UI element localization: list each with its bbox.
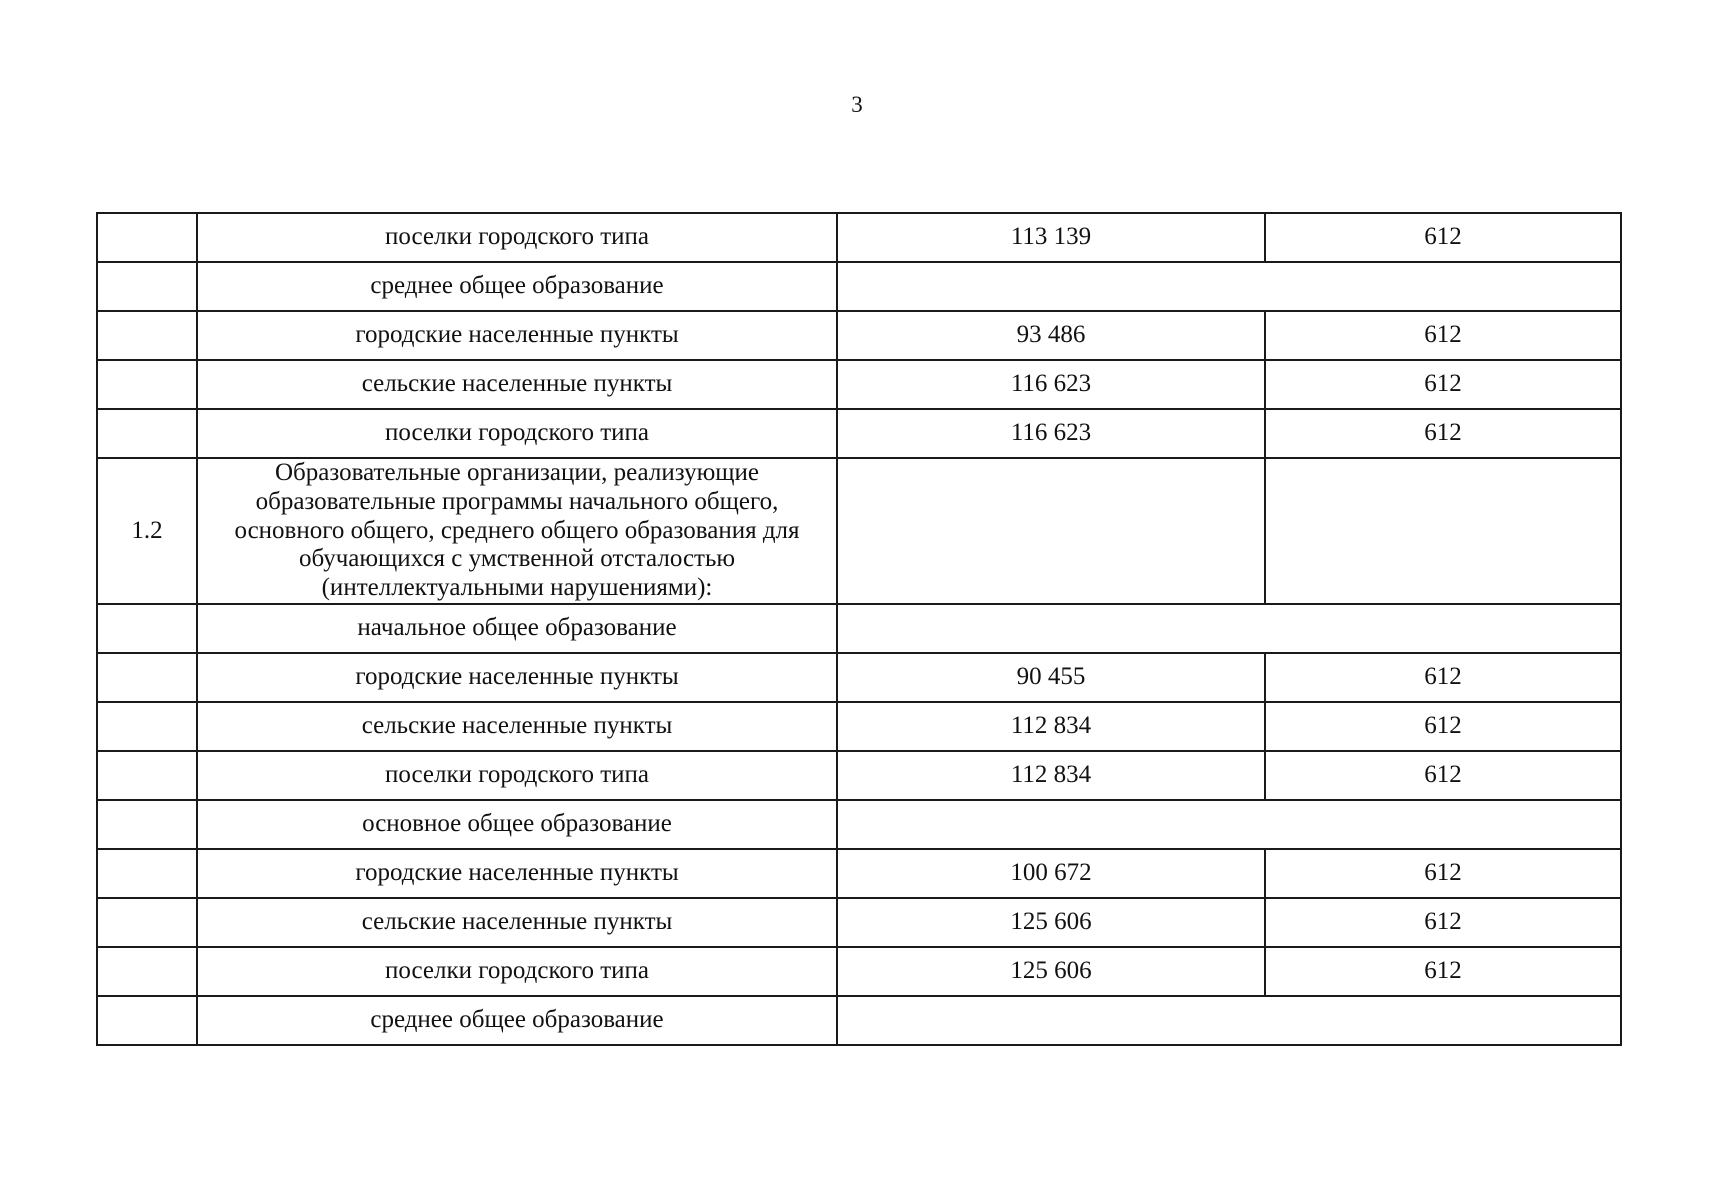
row-number-cell (97, 311, 197, 360)
row-name-cell: основное общее образование (197, 800, 837, 849)
row-number-cell (97, 947, 197, 996)
code-cell: 612 (1265, 409, 1621, 458)
merged-empty-cell (837, 800, 1621, 849)
section-row (97, 604, 1621, 653)
table-row (97, 653, 1621, 702)
code-cell (1265, 458, 1621, 604)
code-cell: 612 (1265, 898, 1621, 947)
table-row (97, 849, 1621, 898)
row-number-cell (97, 604, 197, 653)
section-row (97, 262, 1621, 311)
row-name-cell: поселки городского типа (197, 213, 837, 262)
row-number-cell (97, 213, 197, 262)
row-name-cell: сельские населенные пункты (197, 898, 837, 947)
table-row (97, 702, 1621, 751)
table-body (97, 213, 1621, 1045)
value-cell: 125 606 (837, 947, 1265, 996)
table-row (97, 311, 1621, 360)
row-number-cell (97, 898, 197, 947)
row-name-cell: сельские населенные пункты (197, 360, 837, 409)
page-number: 3 (851, 92, 863, 117)
value-cell: 112 834 (837, 702, 1265, 751)
code-cell: 612 (1265, 702, 1621, 751)
row-name-cell: поселки городского типа (197, 409, 837, 458)
code-cell: 612 (1265, 849, 1621, 898)
row-name-cell: поселки городского типа (197, 751, 837, 800)
row-number-cell (97, 751, 197, 800)
category-row (97, 458, 1621, 604)
table-row (97, 898, 1621, 947)
row-number-cell (97, 702, 197, 751)
row-name-cell: городские населенные пункты (197, 653, 837, 702)
table-row (97, 947, 1621, 996)
row-number-cell (97, 996, 197, 1045)
code-cell: 612 (1265, 653, 1621, 702)
row-name-cell: среднее общее образование (197, 996, 837, 1045)
code-cell: 612 (1265, 751, 1621, 800)
row-number-cell (97, 360, 197, 409)
code-cell: 612 (1265, 947, 1621, 996)
table-row (97, 213, 1621, 262)
row-number-cell (97, 262, 197, 311)
row-number-cell (97, 800, 197, 849)
table-row (97, 751, 1621, 800)
value-cell: 113 139 (837, 213, 1265, 262)
value-cell: 90 455 (837, 653, 1265, 702)
code-cell: 612 (1265, 311, 1621, 360)
row-number-cell (97, 653, 197, 702)
merged-empty-cell (837, 604, 1621, 653)
row-name-cell: городские населенные пункты (197, 849, 837, 898)
value-cell: 116 623 (837, 360, 1265, 409)
row-name-cell: городские населенные пункты (197, 311, 837, 360)
merged-empty-cell (837, 262, 1621, 311)
value-cell: 112 834 (837, 751, 1265, 800)
tariff-table (96, 212, 1622, 1046)
row-name-cell: Образовательные организации, реализующие образовательные программы начального общего, основного общего, среднего общего образования для обучающихся с умственной отсталостью (интеллектуальными нарушениями): (197, 458, 837, 604)
code-cell: 612 (1265, 360, 1621, 409)
row-number-cell: 1.2 (97, 458, 197, 604)
merged-empty-cell (837, 996, 1621, 1045)
row-name-cell: среднее общее образование (197, 262, 837, 311)
row-number-cell (97, 409, 197, 458)
section-row (97, 996, 1621, 1045)
section-row (97, 800, 1621, 849)
row-name-cell: сельские населенные пункты (197, 702, 837, 751)
table-row (97, 409, 1621, 458)
table-row (97, 360, 1621, 409)
value-cell (837, 458, 1265, 604)
row-name-cell: начальное общее образование (197, 604, 837, 653)
value-cell: 100 672 (837, 849, 1265, 898)
row-number-cell (97, 849, 197, 898)
code-cell: 612 (1265, 213, 1621, 262)
value-cell: 125 606 (837, 898, 1265, 947)
value-cell: 116 623 (837, 409, 1265, 458)
row-name-cell: поселки городского типа (197, 947, 837, 996)
value-cell: 93 486 (837, 311, 1265, 360)
